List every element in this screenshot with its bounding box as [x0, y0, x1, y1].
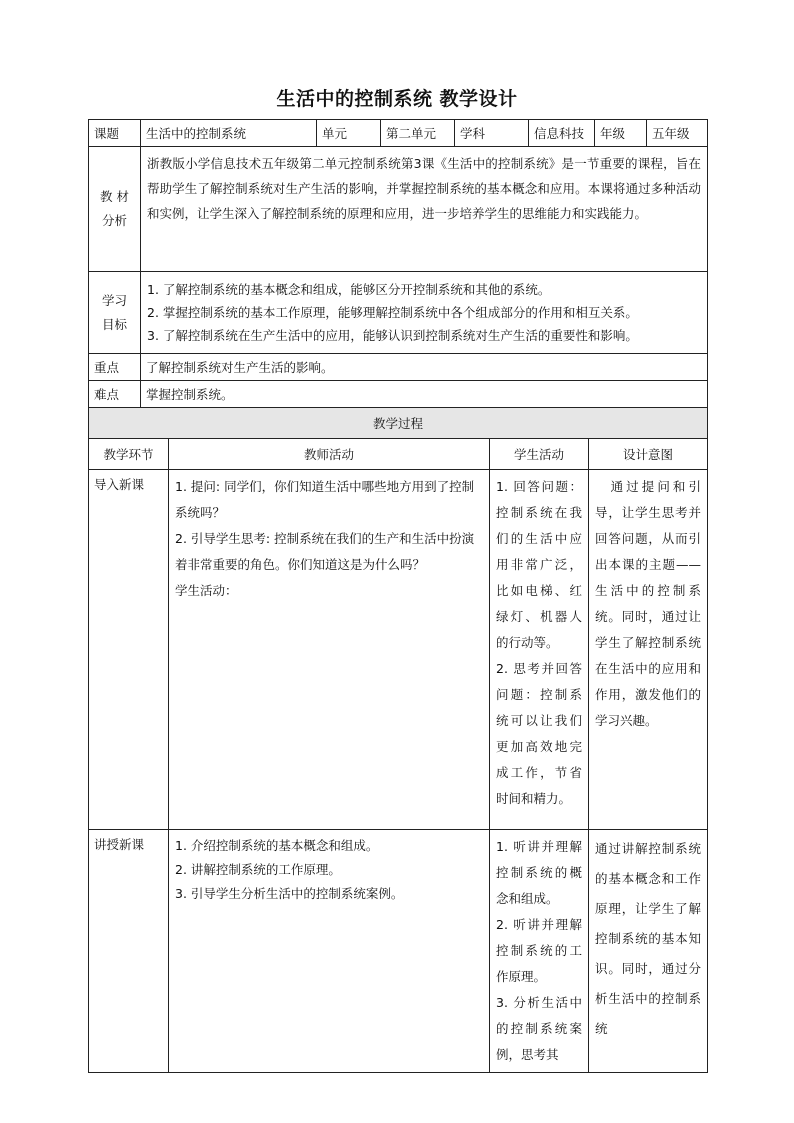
- student-activity-item: 2. 听讲并理解控制系统的工作原理。: [496, 917, 582, 984]
- header-student: 学生活动: [490, 439, 589, 470]
- student-activity-item: 2. 思考并回答问题：控制系统可以让我们更加高效地完成工作，节省时间和精力。: [496, 661, 582, 806]
- key-point-label: 重点: [89, 354, 141, 381]
- grade-value: 五年级: [647, 120, 708, 147]
- key-point-row: [89, 354, 708, 381]
- process-title-row: [89, 408, 708, 439]
- student-activity-cell: [490, 470, 589, 830]
- process-header-row: [89, 439, 708, 470]
- objective-item: 1. 了解控制系统的基本概念和组成，能够区分开控制系统和其他的系统。: [147, 282, 551, 297]
- objectives-label: 学习 目标: [89, 272, 141, 354]
- teacher-activity-item: 3. 引导学生分析生活中的控制系统案例。: [175, 886, 404, 901]
- teacher-activity-item: 2. 引导学生思考: 控制系统在我们的生产和生活中扮演着非常重要的角色。你们知道这是为什么吗？: [175, 531, 475, 572]
- intent-text: 通过讲解控制系统的基本概念和工作原理，让学生了解控制系统的基本知识。同时，通过分析生活中的控制系统: [595, 841, 702, 1036]
- topic-label: 课题: [89, 120, 141, 147]
- teaching-process-table: [88, 407, 708, 1073]
- subject-value: 信息科技: [529, 120, 595, 147]
- grade-label: 年级: [595, 120, 647, 147]
- process-row-intro: [89, 470, 708, 830]
- document-title: 生活中的控制系统 教学设计: [276, 88, 518, 110]
- student-activity-cell: [490, 830, 589, 1073]
- process-row-lecture: [89, 830, 708, 1073]
- intent-text: 通过提问和引导，让学生思考并回答问题，从而引出本课的主题——生活中的控制系统。同时，通过让学生了解控制系统在生活中的应用和作用，激发他们的学习兴趣。: [595, 479, 702, 728]
- teacher-activity-item: 学生活动：: [175, 583, 238, 598]
- header-intent: 设计意图: [589, 439, 708, 470]
- teacher-activity-item: 1. 提问: 同学们，你们知道生活中哪些地方用到了控制系统吗？: [175, 479, 475, 520]
- objective-item: 3. 了解控制系统在生产生活中的应用，能够认识到控制系统对生产生活的重要性和影响。: [147, 328, 638, 343]
- process-title: 教学过程: [89, 408, 708, 439]
- analysis-label: 教 材 分析: [89, 147, 141, 272]
- teacher-activity-item: 1. 介绍控制系统的基本概念和组成。: [175, 838, 379, 853]
- course-info-table: [88, 119, 708, 408]
- unit-value: 第二单元: [381, 120, 455, 147]
- intent-cell: [589, 830, 708, 1073]
- header-stage: 教学环节: [89, 439, 169, 470]
- teacher-activity-cell: [169, 470, 490, 830]
- difficulty-text: 掌握控制系统。: [141, 381, 708, 408]
- analysis-text: 浙教版小学信息技术五年级第二单元控制系统第3课《生活中的控制系统》是一节重要的课程，旨在帮助学生了解控制系统对生产生活的影响，并掌握控制系统的基本概念和应用。本课将通过多种活动和实例，让学生深入了解控制系统的原理和应用，进一步培养学生的思维能力和实践能力。: [141, 147, 708, 272]
- teacher-activity-item: 2. 讲解控制系统的工作原理。: [175, 862, 341, 877]
- objective-item: 2. 掌握控制系统的基本工作原理，能够理解控制系统中各个组成部分的作用和相互关系。: [147, 305, 638, 320]
- teacher-activity-cell: [169, 830, 490, 1073]
- student-activity-item: 3. 分析生活中的控制系统案例，思考其: [496, 995, 582, 1062]
- intent-cell: [589, 470, 708, 830]
- key-point-text: 了解控制系统对生产生活的影响。: [141, 354, 708, 381]
- objectives-list: [141, 272, 708, 354]
- student-activity-item: 1. 回答问题：控制系统在我们的生活中应用非常广泛，比如电梯、红绿灯、机器人的行动等。: [496, 479, 582, 650]
- info-row: [89, 120, 708, 147]
- unit-label: 单元: [317, 120, 381, 147]
- difficulty-label: 难点: [89, 381, 141, 408]
- stage-cell: 讲授新课: [89, 830, 169, 1073]
- difficulty-row: [89, 381, 708, 408]
- header-teacher: 教师活动: [169, 439, 490, 470]
- subject-label: 学科: [455, 120, 529, 147]
- topic-value: 生活中的控制系统: [141, 120, 317, 147]
- student-activity-item: 1. 听讲并理解控制系统的概念和组成。: [496, 839, 582, 906]
- objectives-row: [89, 272, 708, 354]
- stage-cell: 导入新课: [89, 470, 169, 830]
- analysis-row: [89, 147, 708, 272]
